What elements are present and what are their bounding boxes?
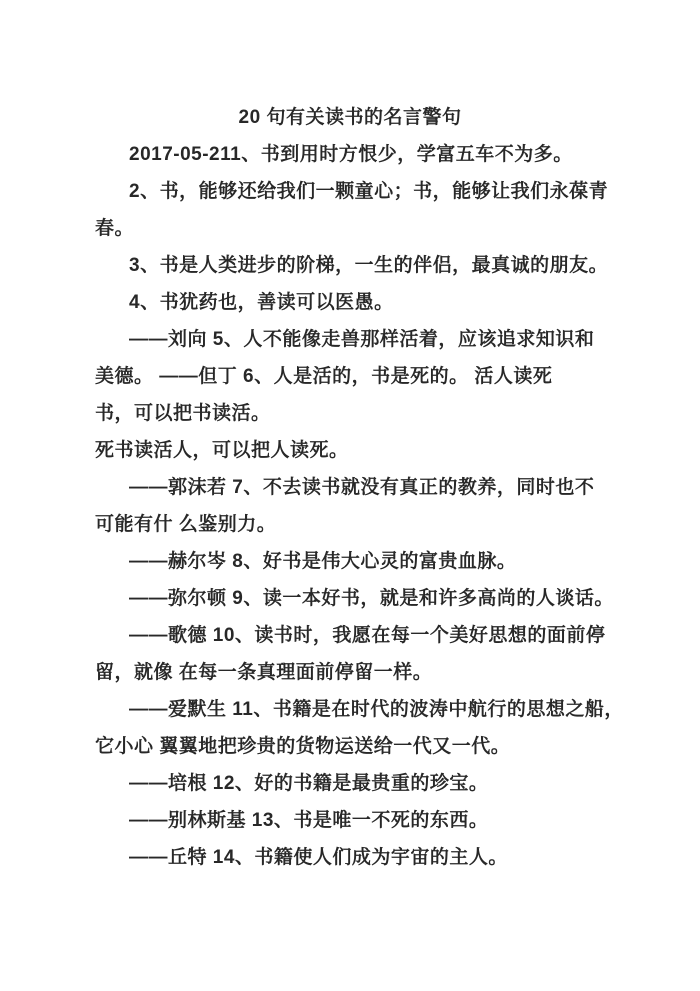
text-line: ——弥尔顿 9、读一本好书，就是和许多高尚的人谈话。: [129, 588, 614, 609]
text-line: 2017-05-211、书到用时方恨少，学富五车不为多。: [129, 144, 573, 165]
document-body: [95, 136, 650, 876]
text-line: 可能有什 么鉴别力。: [95, 514, 277, 535]
text-line: 3、书是人类进步的阶梯，一生的伴侣，最真诚的朋友。: [129, 255, 609, 276]
text-line: 4、书犹药也，善读可以医愚。: [129, 292, 394, 313]
text-line: 死书读活人，可以把人读死。: [95, 440, 349, 461]
text-line: ——别林斯基 13、书是唯一不死的东西。: [129, 810, 489, 831]
text-line: 留，就像 在每一条真理面前停留一样。: [95, 662, 433, 683]
page-title: 20 句有关读书的名言警句: [238, 107, 462, 128]
text-line: ——刘向 5、人不能像走兽那样活着，应该追求知识和: [129, 329, 595, 350]
text-line: ——培根 12、好的书籍是最贵重的珍宝。: [129, 773, 489, 794]
text-line: 它小心 翼翼地把珍贵的货物运送给一代又一代。: [95, 736, 511, 757]
text-line: 美德。 ——但丁 6、人是活的，书是死的。 活人读死: [95, 366, 553, 387]
text-line: ——丘特 14、书籍使人们成为宇宙的主人。: [129, 847, 508, 868]
text-line: 2、书，能够还给我们一颗童心；书，能够让我们永葆青: [129, 181, 609, 202]
text-line: ——赫尔岑 8、好书是伟大心灵的富贵血脉。: [129, 551, 517, 572]
text-line: ——爱默生 11、书籍是在时代的波涛中航行的思想之船，: [129, 699, 624, 720]
text-line: ——郭沫若 7、不去读书就没有真正的教养，同时也不: [129, 477, 595, 498]
text-line: 书，可以把书读活。: [95, 403, 271, 424]
text-line: 春。: [95, 218, 135, 239]
text-line: ——歌德 10、读书时，我愿在每一个美好思想的面前停: [129, 625, 606, 646]
